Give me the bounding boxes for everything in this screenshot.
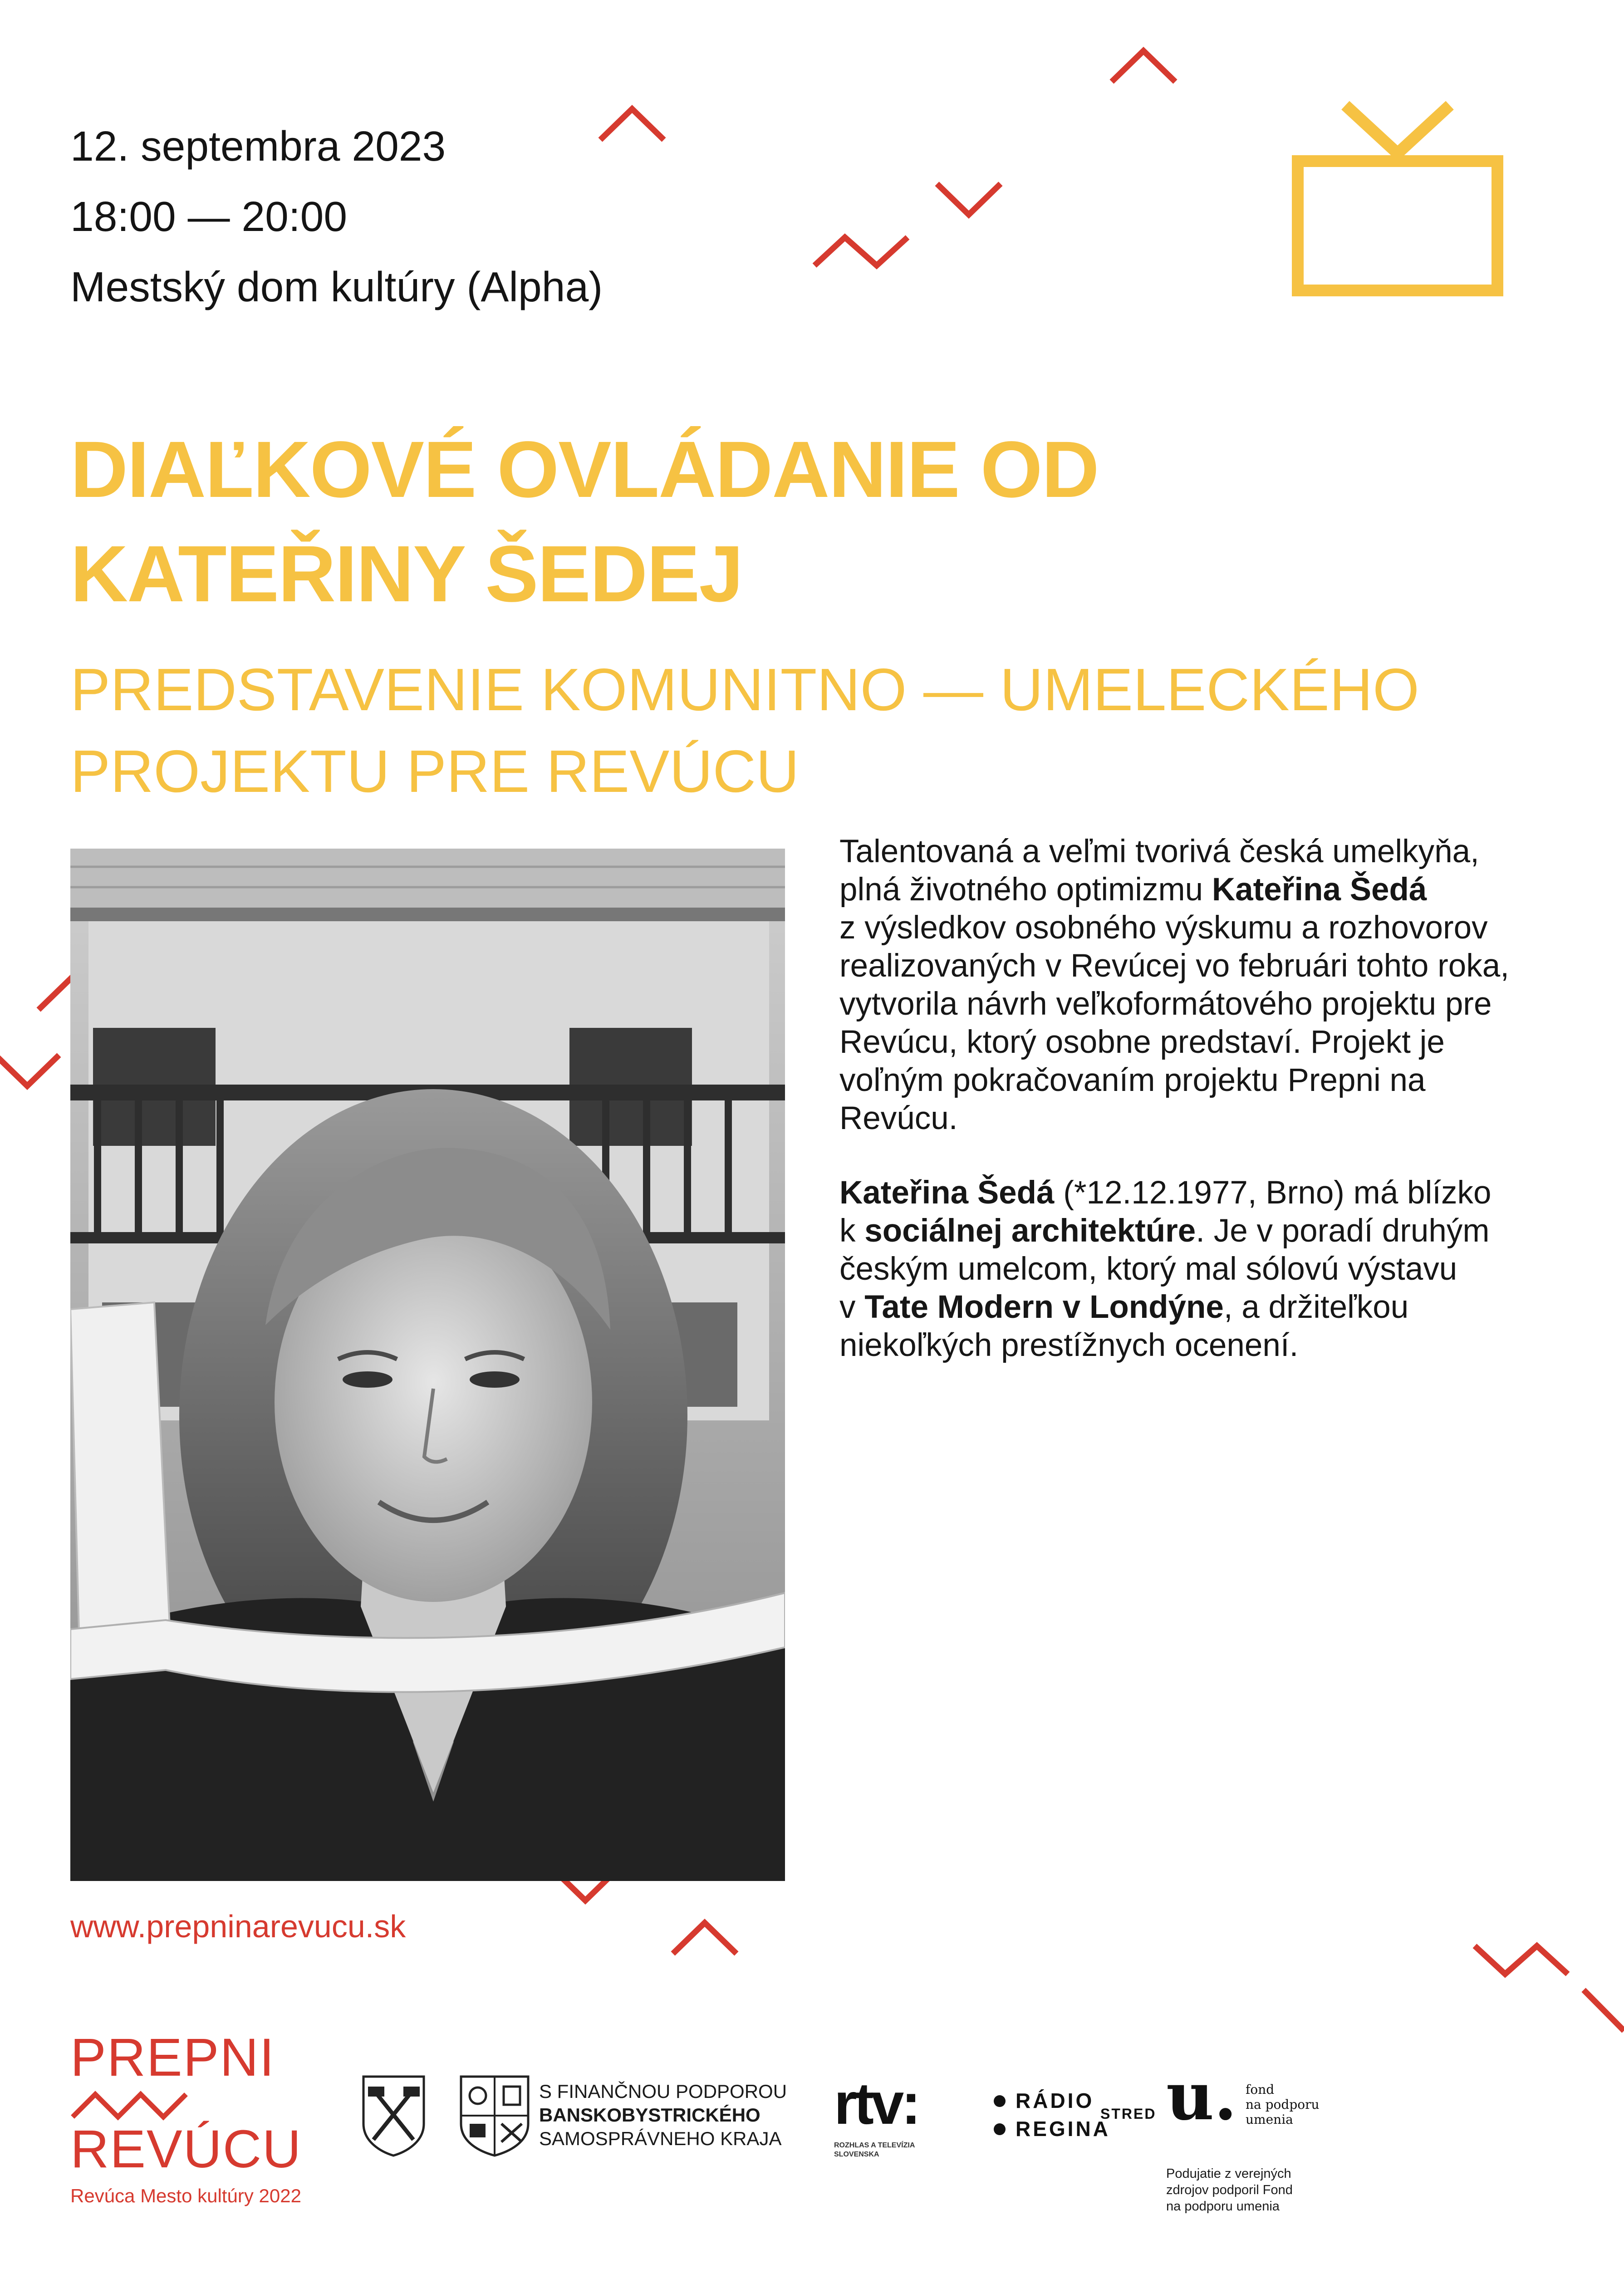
text-fragment: . Je v poradí druhým	[1196, 1213, 1490, 1249]
fpu-line: fond	[1246, 2082, 1275, 2097]
chevron-decoration	[1109, 45, 1178, 86]
chevron-decoration	[671, 1917, 739, 1958]
text-line: Talentovaná a veľmi tvorivá česká umelkyňa,	[839, 834, 1479, 869]
text-line: realizovaných v Revúcej vo februári tohto roka,	[839, 948, 1509, 984]
radio-line: REGINA	[1016, 2117, 1110, 2141]
zigzag-decoration	[1472, 1938, 1570, 1979]
rtvs-caption-line: ROZHLAS A TELEVÍZIA	[834, 2141, 915, 2149]
text-line	[839, 1174, 1565, 1212]
chevron-decoration	[1579, 1985, 1624, 2053]
text-line: Revúcu, ktorý osobne predstaví. Projekt je	[839, 1024, 1445, 1060]
tv-icon	[1286, 100, 1509, 300]
text-emphasis: Tate Modern v Londýne	[864, 1289, 1224, 1325]
event-venue: Mestský dom kultúry (Alpha)	[70, 263, 603, 310]
text-line	[839, 1288, 1565, 1326]
page-title	[70, 417, 1568, 626]
chevron-decoration	[0, 1051, 68, 1091]
radio-line: RÁDIO	[1016, 2089, 1094, 2112]
text-line: z výsledkov osobného výskumu a rozhovorov	[839, 910, 1488, 946]
text-line: českým umelcom, ktorý mal sólovú výstavu	[839, 1251, 1457, 1287]
artist-name: Kateřina Šedá	[839, 1175, 1055, 1211]
text-line	[839, 1212, 1565, 1250]
fpu-support-note	[1166, 2166, 1293, 2215]
website-link[interactable]: www.prepninarevucu.sk	[70, 1909, 406, 1944]
radio-region: STRED	[1100, 2106, 1157, 2122]
logo-line-1: PREPNI	[70, 2028, 275, 2087]
artist-photo	[70, 849, 785, 1881]
text-line	[839, 871, 1565, 909]
fpu-note-line: Podujatie z verejných	[1166, 2166, 1291, 2181]
rtvs-caption	[834, 2141, 915, 2159]
sponsor-line: SAMOSPRÁVNEHO KRAJA	[539, 2128, 782, 2149]
rtvs-caption-line: SLOVENSKA	[834, 2151, 879, 2158]
zigzag-decoration	[812, 229, 910, 270]
fpu-note-line: na podporu umenia	[1166, 2199, 1280, 2214]
revuca-coat-of-arms	[361, 2074, 427, 2158]
bbsk-coat-of-arms	[458, 2074, 531, 2158]
radio-regina-logo	[994, 2087, 1110, 2143]
chevron-decoration	[935, 179, 1003, 220]
prepni-revucu-logo	[70, 2028, 343, 2207]
description-paragraph-2	[839, 1174, 1565, 1365]
fpu-line: umenia	[1246, 2112, 1293, 2127]
sponsor-bbsk	[539, 2080, 787, 2151]
text-fragment: v	[839, 1289, 865, 1325]
rtvs-logo: rtv:	[834, 2070, 918, 2136]
logo-line-2: REVÚCU	[70, 2119, 302, 2179]
text-line: vytvorila návrh veľkoformátového projektu pre	[839, 986, 1492, 1022]
fpu-note-line: zdrojov podporil Fond	[1166, 2183, 1293, 2197]
dot-icon	[994, 2095, 1006, 2107]
text-line: Revúcu.	[839, 1100, 958, 1136]
artist-name: Kateřina Šedá	[1212, 872, 1427, 908]
sponsor-line: S FINANČNOU PODPOROU	[539, 2081, 787, 2102]
logo-caption: Revúca Mesto kultúry 2022	[70, 2185, 301, 2206]
page-subtitle	[70, 649, 1590, 812]
text-fragment: , a držiteľkou	[1223, 1289, 1409, 1325]
fpu-logo-mark: u.	[1166, 2058, 1237, 2135]
artist-photo-illustration	[70, 849, 785, 1881]
event-date: 12. septembra 2023	[70, 123, 446, 170]
event-time: 18:00 — 20:00	[70, 193, 348, 240]
text-emphasis: sociálnej architektúre	[864, 1213, 1196, 1249]
fpu-logo-text	[1246, 2082, 1320, 2127]
text-fragment: k	[839, 1213, 865, 1249]
chevron-decoration	[598, 103, 666, 144]
text-line: voľným pokračovaním projektu Prepni na	[839, 1062, 1426, 1098]
text-fragment: (*12.12.1977, Brno) má blízko	[1054, 1175, 1492, 1211]
title-line-1: DIAĽKOVÉ OVLÁDANIE OD	[70, 425, 1099, 514]
zigzag-decoration	[70, 2089, 188, 2121]
title-line-2: KATEŘINY ŠEDEJ	[70, 530, 743, 619]
event-info	[70, 111, 603, 322]
text-line: niekoľkých prestížnych ocenení.	[839, 1327, 1299, 1363]
text-fragment: plná životného optimizmu	[839, 872, 1212, 908]
subtitle-line-1: PREDSTAVENIE KOMUNITNO — UMELECKÉHO	[70, 656, 1419, 723]
subtitle-line-2: PROJEKTU PRE REVÚCU	[70, 738, 800, 805]
description-paragraph-1	[839, 833, 1565, 1138]
description	[839, 833, 1565, 1401]
fpu-line: na podporu	[1246, 2097, 1320, 2112]
sponsor-line: BANSKOBYSTRICKÉHO	[539, 2104, 760, 2126]
dot-icon	[994, 2123, 1006, 2135]
